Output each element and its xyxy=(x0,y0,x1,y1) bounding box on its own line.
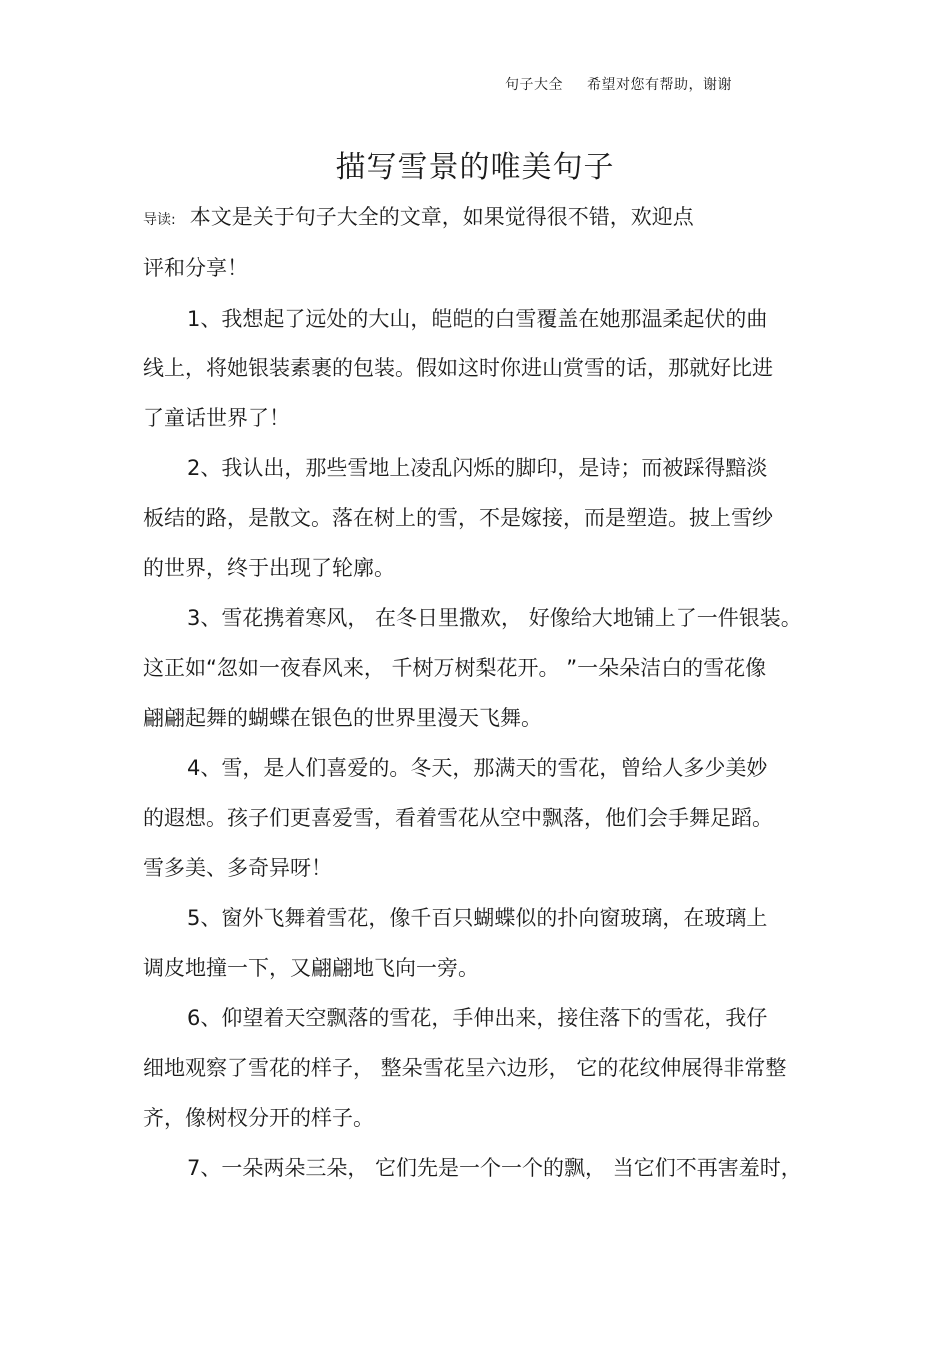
paragraph-line: 3、雪花携着寒风， 在冬日里撒欢， 好像给大地铺上了一件银装。 xyxy=(187,606,802,630)
header-right-text: 希望对您有帮助，谢谢 xyxy=(587,77,732,93)
lead-line xyxy=(143,202,694,235)
paragraph-line: 翩翩起舞的蝴蝶在银色的世界里漫天飞舞。 xyxy=(143,706,542,730)
paragraph-line: 4、雪，是人们喜爱的。冬天，那满天的雪花，曾给人多少美妙 xyxy=(187,756,768,780)
paragraph-line: 2、我认出，那些雪地上凌乱闪烁的脚印，是诗；而被踩得黯淡 xyxy=(187,456,768,480)
paragraph-line: 5、窗外飞舞着雪花，像千百只蝴蝶似的扑向窗玻璃，在玻璃上 xyxy=(187,906,768,930)
lead-label: 导读: xyxy=(143,212,176,228)
paragraph-line: 这正如“忽如一夜春风来， 千树万树梨花开。 ”一朵朵洁白的雪花像 xyxy=(143,656,767,680)
paragraph-line: 的世界，终于出现了轮廓。 xyxy=(143,556,395,580)
paragraph-line: 1、我想起了远处的大山，皑皑的白雪覆盖在她那温柔起伏的曲 xyxy=(187,307,768,331)
paragraph-line: 的遐想。孩子们更喜爱雪，看着雪花从空中飘落，他们会手舞足蹈。 xyxy=(143,806,773,830)
paragraph-line: 了童话世界了！ xyxy=(143,406,290,430)
paragraph-line: 线上，将她银装素裹的包装。假如这时你进山赏雪的话，那就好比进 xyxy=(143,356,773,380)
paragraph-line: 细地观察了雪花的样子， 整朵雪花呈六边形， 它的花纹伸展得非常整 xyxy=(143,1056,787,1080)
paragraph-line: 调皮地撞一下，又翩翩地飞向一旁。 xyxy=(143,956,479,980)
document-title: 描写雪景的唯美句子 xyxy=(335,150,615,185)
paragraph-line: 6、仰望着天空飘落的雪花，手伸出来，接住落下的雪花，我仔 xyxy=(187,1006,768,1030)
paragraph-line: 齐，像树杈分开的样子。 xyxy=(143,1106,374,1130)
paragraph-line: 雪多美、多奇异呀！ xyxy=(143,856,332,880)
paragraph-line: 板结的路，是散文。落在树上的雪，不是嫁接，而是塑造。披上雪纱 xyxy=(143,506,773,530)
page-header xyxy=(505,74,732,94)
lead-text: 本文是关于句子大全的文章，如果觉得很不错，欢迎点 xyxy=(189,205,694,229)
paragraph-line: 7、一朵两朵三朵， 它们先是一个一个的飘， 当它们不再害羞时， xyxy=(187,1156,802,1180)
lead-line: 评和分享！ xyxy=(143,256,248,280)
header-left-text: 句子大全 xyxy=(505,77,563,93)
